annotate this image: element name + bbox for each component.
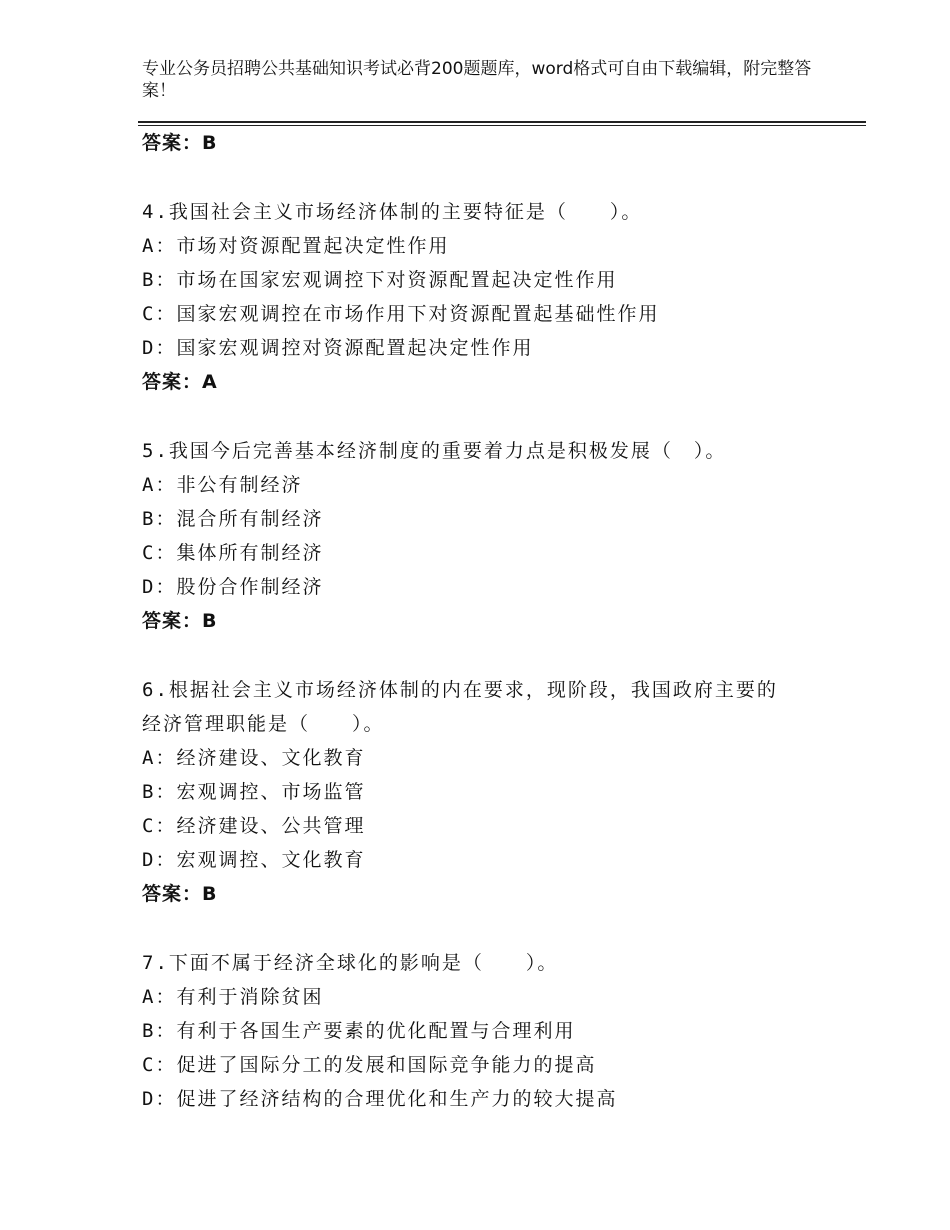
question-answer: 答案：A	[142, 371, 218, 393]
document-header: 专业公务员招聘公共基础知识考试必背200题题库，word格式可自由下载编辑，附完整答案！	[142, 59, 812, 101]
option-a: A：经济建设、文化教育	[142, 747, 366, 769]
option-a: A：非公有制经济	[142, 474, 303, 496]
option-b: B：混合所有制经济	[142, 508, 324, 530]
question-answer: 答案：B	[142, 610, 218, 632]
header-divider-thin	[138, 125, 866, 126]
option-c: C：经济建设、公共管理	[142, 815, 366, 837]
option-d: D：宏观调控、文化教育	[142, 849, 366, 871]
option-d: D：促进了经济结构的合理优化和生产力的较大提高	[142, 1088, 618, 1110]
question-stem-line1: 6.根据社会主义市场经济体制的内在要求，现阶段，我国政府主要的	[142, 679, 778, 701]
option-b: B：市场在国家宏观调控下对资源配置起决定性作用	[142, 269, 618, 291]
question-stem: 4.我国社会主义市场经济体制的主要特征是（ ）。	[142, 201, 643, 223]
option-d: D：国家宏观调控对资源配置起决定性作用	[142, 337, 534, 359]
option-b: B：宏观调控、市场监管	[142, 781, 366, 803]
option-c: C：促进了国际分工的发展和国际竞争能力的提高	[142, 1054, 597, 1076]
question-stem: 5.我国今后完善基本经济制度的重要着力点是积极发展（ ）。	[142, 440, 727, 462]
question-stem: 7.下面不属于经济全球化的影响是（ ）。	[142, 952, 559, 974]
option-c: C：集体所有制经济	[142, 542, 324, 564]
option-d: D：股份合作制经济	[142, 576, 324, 598]
previous-answer: 答案：B	[142, 132, 218, 154]
question-stem-line2: 经济管理职能是（ ）。	[142, 713, 385, 735]
option-a: A：有利于消除贫困	[142, 986, 324, 1008]
option-b: B：有利于各国生产要素的优化配置与合理利用	[142, 1020, 576, 1042]
option-a: A：市场对资源配置起决定性作用	[142, 235, 450, 257]
option-c: C：国家宏观调控在市场作用下对资源配置起基础性作用	[142, 303, 660, 325]
header-divider	[138, 121, 866, 123]
question-answer: 答案：B	[142, 883, 218, 905]
